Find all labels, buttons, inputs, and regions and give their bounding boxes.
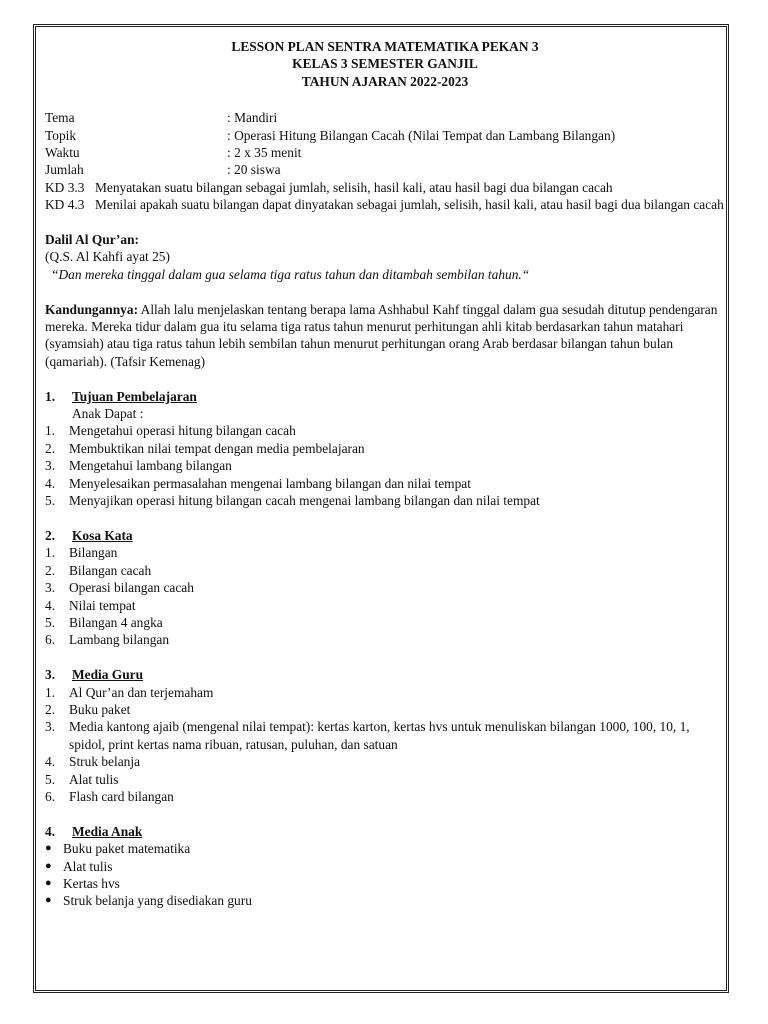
section-number: 1. xyxy=(45,388,56,404)
kandungan-paragraph xyxy=(45,301,725,371)
meta-row-waktu xyxy=(45,144,725,161)
meta-value: : Mandiri xyxy=(227,110,278,126)
title-line-2: KELAS 3 SEMESTER GANJIL xyxy=(292,56,478,72)
item-text: Buku paket matematika xyxy=(63,841,191,857)
section-media-guru-heading xyxy=(45,666,725,683)
media-guru-list xyxy=(45,684,725,806)
item-text: Mengetahui lambang bilangan xyxy=(69,458,232,474)
section-title: Kosa Kata xyxy=(72,527,133,543)
item-text: Al Qur’an dan terjemaham xyxy=(69,684,214,700)
list-item xyxy=(45,597,725,614)
item-text: Media kantong ajaib (mengenal nilai tempat): kertas karton, kertas hvs untuk menuliskan bilangan 1000, 100, 10, 1, spidol, print kertas nama ribuan, ratusan, puluhan, dan satuan xyxy=(69,719,690,752)
item-number: 4. xyxy=(45,597,56,613)
meta-key: Tema xyxy=(45,110,75,126)
meta-value: : Operasi Hitung Bilangan Cacah (Nilai Tempat dan Lambang Bilangan) xyxy=(227,127,616,143)
item-number: 4. xyxy=(45,754,56,770)
item-number: 5. xyxy=(45,771,56,787)
item-text: Bilangan 4 angka xyxy=(69,614,163,630)
list-item xyxy=(45,457,725,474)
list-item xyxy=(45,422,725,439)
kd-text: Menilai apakah suatu bilangan dapat dinyatakan sebagai jumlah, selisih, hasil kali, atau hasil bagi dua bilangan cacah xyxy=(95,197,724,213)
item-text: Mengetahui operasi hitung bilangan cacah xyxy=(69,423,296,439)
bullet-icon: ● xyxy=(45,877,52,889)
item-number: 1. xyxy=(45,545,56,561)
item-text: Menyelesaikan permasalahan mengenai lambang bilangan dan nilai tempat xyxy=(69,475,471,491)
item-text: Nilai tempat xyxy=(69,597,136,613)
dalil-quote: “Dan mereka tinggal dalam gua selama tiga ratus tahun dan ditambah sembilan tahun.“ xyxy=(51,266,530,282)
item-text: Alat tulis xyxy=(69,771,119,787)
list-item xyxy=(45,544,725,561)
item-number: 3. xyxy=(45,719,56,735)
list-item xyxy=(45,701,725,718)
document-title xyxy=(45,38,725,90)
bullet-icon: ● xyxy=(45,894,52,907)
section-title: Tujuan Pembelajaran xyxy=(72,388,197,404)
item-number: 2. xyxy=(45,701,56,717)
item-text: Struk belanja yang disediakan guru xyxy=(63,893,252,909)
list-item xyxy=(45,440,725,457)
item-number: 1. xyxy=(45,684,56,700)
kd-4-3 xyxy=(45,196,725,213)
section-kosa-kata-heading xyxy=(45,527,725,544)
section-title: Media Anak xyxy=(72,823,143,839)
item-text: Flash card bilangan xyxy=(69,788,174,804)
item-number: 6. xyxy=(45,788,56,804)
item-number: 2. xyxy=(45,440,56,456)
item-text: Lambang bilangan xyxy=(69,632,170,648)
item-number: 2. xyxy=(45,562,56,578)
list-item xyxy=(45,771,725,788)
list-item xyxy=(45,475,725,492)
list-item xyxy=(45,631,725,648)
bullet-item xyxy=(45,840,725,857)
bullet-item xyxy=(45,875,725,892)
meta-row-tema xyxy=(45,109,725,126)
item-number: 3. xyxy=(45,580,56,596)
section-tujuan-heading xyxy=(45,388,725,405)
tujuan-intro: Anak Dapat : xyxy=(72,406,144,422)
kd-code: KD 4.3 xyxy=(45,197,85,213)
kandungan-text: Allah lalu menjelaskan tentang berapa lama Ashhabul Kahf tinggal dalam gua sesudah ditutup pendengaran mereka. Mereka tidur dalam gua itu selama tiga ratus tahun menurut perhitungan ahli kitab berdasarkan tahun matahari (syamsiah) atau tiga ratus tahun lebih sembilan tahun menurut perhitungan orang Arab berdasar bilangan tahun bulan (qamariah). (Tafsir Kemenag) xyxy=(45,301,718,369)
list-item xyxy=(45,718,725,753)
item-number: 4. xyxy=(45,475,56,491)
dalil-heading: Dalil Al Qur’an: xyxy=(45,232,139,248)
meta-block xyxy=(45,109,725,179)
item-number: 3. xyxy=(45,458,56,474)
section-title: Media Guru xyxy=(72,667,144,683)
meta-value: : 20 siswa xyxy=(227,162,281,178)
section-number: 4. xyxy=(45,823,56,839)
list-item xyxy=(45,579,725,596)
item-text: Operasi bilangan cacah xyxy=(69,580,194,596)
meta-row-jumlah xyxy=(45,161,725,178)
item-text: Buku paket xyxy=(69,701,131,717)
bullet-item xyxy=(45,858,725,875)
media-anak-list xyxy=(45,840,725,910)
meta-key: Jumlah xyxy=(45,162,84,178)
item-number: 1. xyxy=(45,423,56,439)
list-item xyxy=(45,562,725,579)
meta-value: : 2 x 35 menit xyxy=(227,145,302,161)
kosa-kata-list xyxy=(45,544,725,648)
item-text: Kertas hvs xyxy=(63,876,120,891)
list-item xyxy=(45,753,725,770)
item-text: Bilangan xyxy=(69,545,118,561)
item-text: Membuktikan nilai tempat dengan media pembelajaran xyxy=(69,440,365,456)
title-line-1: LESSON PLAN SENTRA MATEMATIKA PEKAN 3 xyxy=(231,39,539,54)
item-number: 5. xyxy=(45,493,56,509)
meta-key: Topik xyxy=(45,127,77,143)
meta-row-topik xyxy=(45,127,725,144)
section-number: 3. xyxy=(45,667,56,683)
kd-code: KD 3.3 xyxy=(45,179,85,195)
item-text: Struk belanja xyxy=(69,754,141,770)
list-item xyxy=(45,788,725,805)
kandungan-label: Kandungannya: xyxy=(45,301,139,317)
dalil-source: (Q.S. Al Kahfi ayat 25) xyxy=(45,249,170,265)
item-number: 5. xyxy=(45,614,56,630)
bullet-icon: ● xyxy=(45,859,52,872)
list-item xyxy=(45,614,725,631)
kd-text: Menyatakan suatu bilangan sebagai jumlah, selisih, hasil kali, atau hasil bagi dua bilangan cacah xyxy=(95,179,613,195)
list-item xyxy=(45,492,725,509)
item-text: Menyajikan operasi hitung bilangan cacah mengenai lambang bilangan dan nilai tempat xyxy=(69,493,540,509)
title-line-3: TAHUN AJARAN 2022-2023 xyxy=(301,73,469,89)
section-media-anak-heading xyxy=(45,823,725,840)
bullet-item xyxy=(45,892,725,909)
kd-3-3 xyxy=(45,179,725,196)
meta-key: Waktu xyxy=(45,145,80,161)
bullet-icon: ● xyxy=(45,842,52,855)
tujuan-list xyxy=(45,422,725,509)
list-item xyxy=(45,684,725,701)
section-number: 2. xyxy=(45,527,56,543)
item-text: Alat tulis xyxy=(63,858,113,874)
lesson-plan-document xyxy=(45,38,725,910)
item-text: Bilangan cacah xyxy=(69,562,152,578)
item-number: 6. xyxy=(45,632,56,648)
